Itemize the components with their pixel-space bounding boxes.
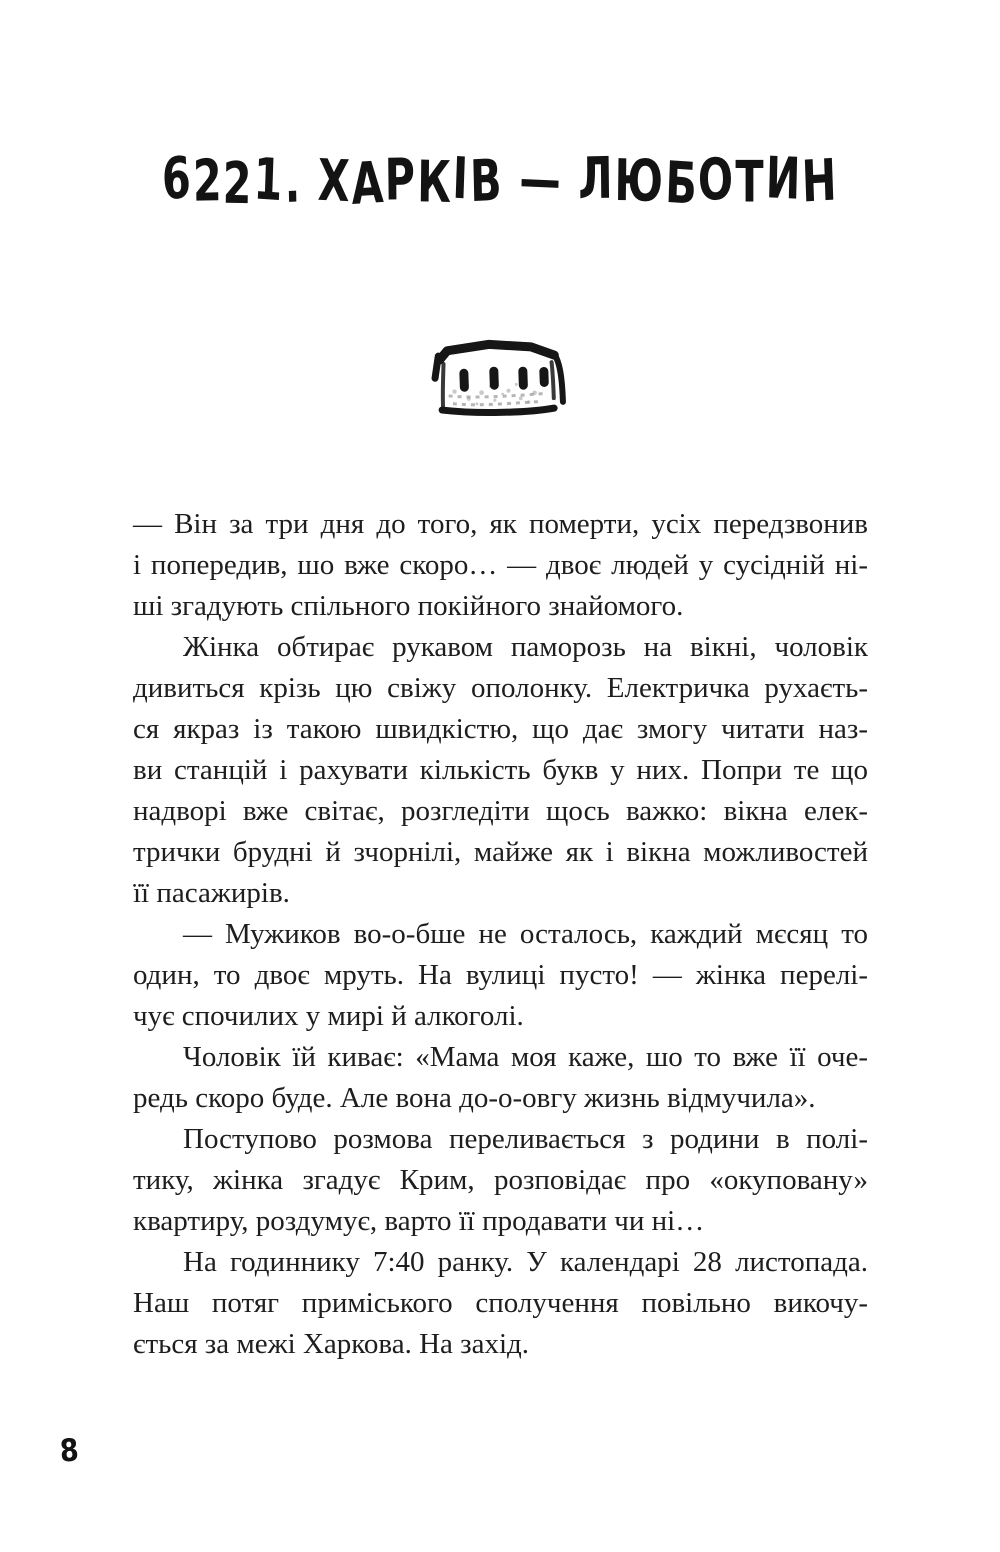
text-line: Наш потяг приміського сполучення повільно викочу- (133, 1287, 868, 1319)
text-line: чує спочилих у мирі й алкоголі. (133, 1000, 524, 1032)
text-line: ється за межі Харкова. На захід. (133, 1328, 530, 1360)
text-line: Чоловік їй киває: «Мама моя каже, шо то вже її оче- (183, 1041, 868, 1073)
paragraph (133, 504, 868, 627)
text-line: трички брудні й зчорнілі, майже як і вікна можливостей (133, 836, 868, 868)
text-line: надворі вже світає, розгледіти щось важко: вікна елек- (133, 795, 868, 827)
text-line: — Він за три дня до того, як померти, усіх передзвонив (133, 508, 868, 540)
text-line: квартиру, роздумує, варто її продавати чи ні… (133, 1205, 705, 1237)
text-line: і попередив, шо вже скоро… — двоє людей у сусідній ні- (133, 549, 868, 581)
text-line: редь скоро буде. Але вона до-о-овгу жизнь відмучила». (133, 1082, 816, 1114)
text-line: ші згадують спільного покійного знайомого. (133, 590, 684, 622)
paragraph (133, 1037, 868, 1119)
text-line: На годиннику 7:40 ранку. У календарі 28 листопада. (183, 1246, 868, 1278)
text-line: ви станцій і рахувати кількість букв у них. Попри те що (133, 754, 868, 786)
paragraph (133, 627, 868, 914)
text-line: Поступово розмова переливається з родини в полі- (183, 1123, 868, 1155)
paragraph (133, 1242, 868, 1365)
text-line: ся якраз із такою швидкістю, що дає змогу читати наз- (133, 713, 868, 745)
train-sketch-icon (422, 325, 577, 426)
body-text (133, 504, 868, 1365)
text-line: її пасажирів. (133, 877, 290, 909)
text-line: — Мужиков во-о-бше не осталось, каждий мєсяц то (183, 918, 868, 950)
text-line: дивиться крізь цю свіжу ополонку. Електричка рухаєть- (133, 672, 868, 704)
text-line: тику, жінка згадує Крим, розповідає про «окуповану» (133, 1164, 868, 1196)
chapter-title: 6221. ХАРКІВ — ЛЮБОТИН (160, 144, 840, 219)
train-illustration (0, 328, 1000, 424)
paragraph (133, 1119, 868, 1242)
text-line: один, то двоє мруть. На вулиці пусто! — жінка перелі- (133, 959, 868, 991)
paragraph (133, 914, 868, 1037)
page-number: 8 (58, 1432, 80, 1470)
text-line: Жінка обтирає рукавом паморозь на вікні, чоловік (183, 631, 868, 663)
